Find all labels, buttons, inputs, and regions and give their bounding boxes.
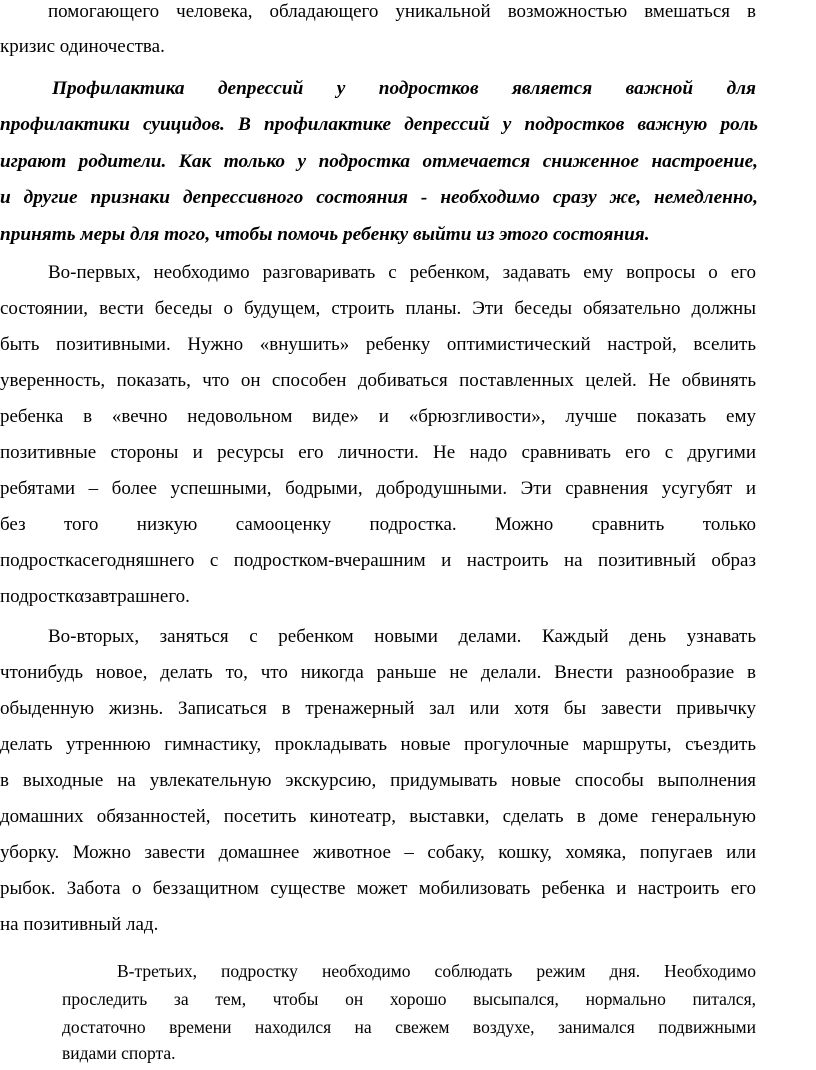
text-line: ребятами – более успешными, бодрыми, добродушными. Эти сравнения усугубят и [0, 478, 756, 499]
text-line: проследить за тем, чтобы он хорошо высыпался, нормально питался, [62, 989, 756, 1009]
emphasis-line: профилактики суицидов. В профилактике депрессий у подростков важную роль [0, 114, 758, 135]
text-line: чтонибудь новое, делать то, что никогда раньше не делали. Внести разнообразие в [0, 662, 756, 683]
emphasis-line: играют родители. Как только у подростка отмечается сниженное настроение, [0, 151, 758, 172]
text-line: уверенность, показать, что он способен добиваться поставленных целей. Не обвинять [0, 370, 756, 391]
emphasis-line: и другие признаки депрессивного состояния - необходимо сразу же, немедленно, [0, 187, 758, 208]
text-line: уборку. Можно завести домашнее животное – собаку, кошку, хомяка, попугаев или [0, 842, 756, 863]
text-line: помогающего человека, обладающего уникальной возможностью вмешаться в [48, 1, 756, 22]
text-line: без того низкую самооценку подростка. Можно сравнить только [0, 514, 756, 535]
text-line: В-третьих, подростку необходимо соблюдать режим дня. Необходимо [117, 961, 756, 981]
text-line: видами спорта. [62, 1043, 176, 1063]
text-line: рыбок. Забота о беззащитном существе может мобилизовать ребенка и настроить его [0, 878, 756, 899]
text-line: на позитивный лад. [0, 914, 159, 935]
text-line: достаточно времени находился на свежем воздухе, занимался подвижными [62, 1017, 756, 1037]
text-line: быть позитивными. Нужно «внушить» ребенку оптимистический настрой, вселить [0, 334, 756, 355]
text-line: делать утреннюю гимнастику, прокладывать новые прогулочные маршруты, съездить [0, 734, 756, 755]
text-line: кризис одиночества. [0, 36, 165, 57]
text-line: позитивные стороны и ресурсы его личности. Не надо сравнивать его с другими [0, 442, 756, 463]
text-line: Во-вторых, заняться с ребенком новыми делами. Каждый день узнавать [48, 626, 756, 647]
text-line: обыденную жизнь. Записаться в тренажерный зал или хотя бы завести привычку [0, 698, 756, 719]
text-line: Во-первых, необходимо разговаривать с ребенком, задавать ему вопросы о его [48, 262, 756, 283]
text-line: ребенка в «вечно недовольном виде» и «брюзгливости», лучше показать ему [0, 406, 756, 427]
text-line: домашних обязанностей, посетить кинотеатр, выставки, сделать в доме генеральную [0, 806, 756, 827]
text-line: подросткасегодняшнего с подростком-вчерашним и настроить на позитивный образ [0, 550, 756, 571]
text-line: подросткαзавтрашнего. [0, 586, 190, 607]
text-line: в выходные на увлекательную экскурсию, придумывать новые способы выполнения [0, 770, 756, 791]
text-line: состоянии, вести беседы о будущем, строить планы. Эти беседы обязательно должны [0, 298, 756, 319]
emphasis-line: принять меры для того, чтобы помочь ребенку выйти из этого состояния. [0, 224, 650, 245]
emphasis-line: Профилактика депрессий у подростков является важной для [52, 78, 756, 99]
